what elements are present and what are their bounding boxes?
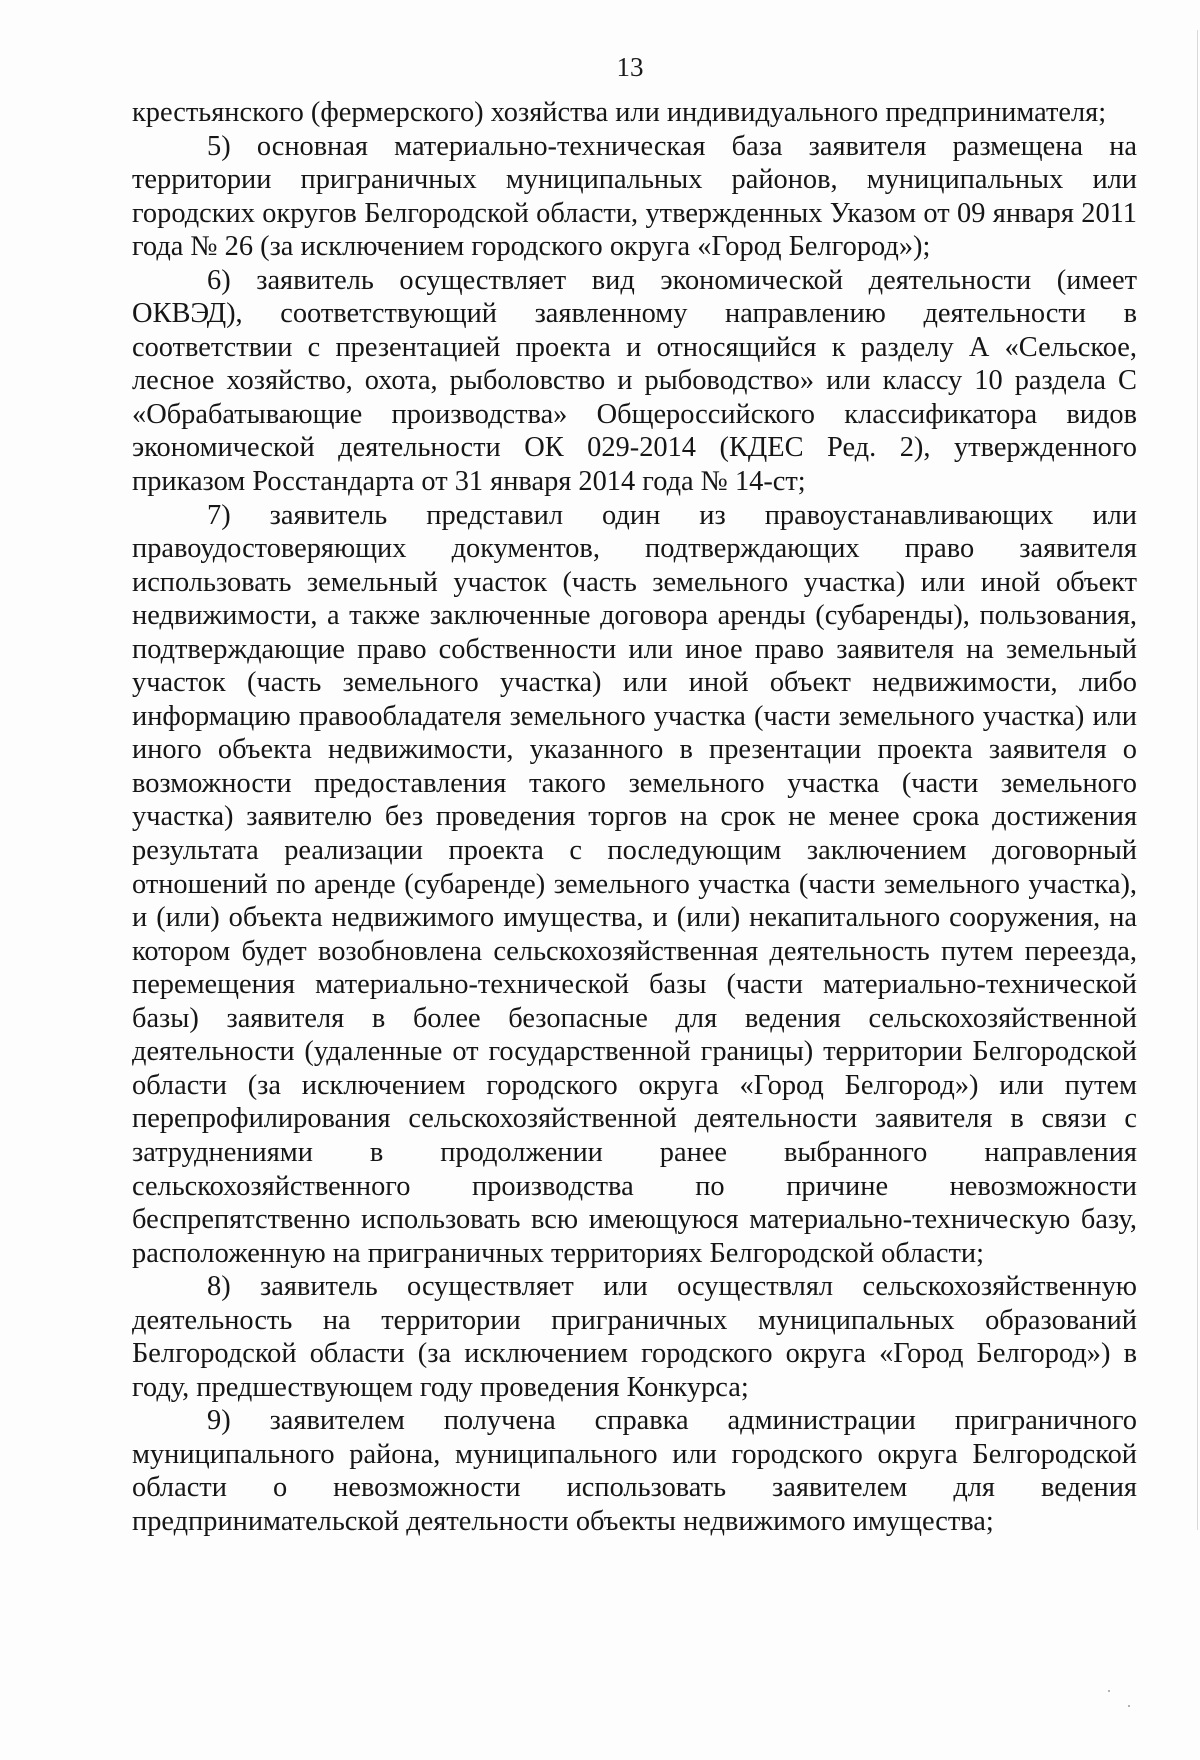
page-number: 13 — [616, 52, 644, 82]
paragraph-item-9: 9) заявителем получена справка администрации приграничного муниципального района, муниципального или городского округа Белгородской области о невозможности использовать заявителем для ведения предпринимательской деятельности объекты недвижимого имущества; — [132, 1405, 1137, 1537]
scan-speck — [1108, 1690, 1110, 1692]
paragraph-continuation: крестьянского (фермерского) хозяйства или индивидуального предпринимателя; — [132, 97, 1107, 128]
scan-speck — [1128, 1705, 1130, 1707]
document-body — [132, 96, 1137, 1539]
paragraph-item-5: 5) основная материально-техническая база заявителя размещена на территории приграничных муниципальных районов, муниципальных или городских округов Белгородской области, утвержденных Указом от 09 января 2011 года № 26 (за исключением городского округа «Город Белгород»); — [132, 130, 1137, 263]
scan-edge-line — [1197, 30, 1198, 1530]
paragraph-item-7: 7) заявитель представил один из правоустанавливающих или правоудостоверяющих документов, подтверждающих право заявителя использовать земельный участок (часть земельного участка) или иной объект недвижимости, а также заключенные договора аренды (субаренды), пользования, подтверждающие право собственности или иное право заявителя на земельный участок (часть земельного участка) или иной объект недвижимости, либо информацию правообладателя земельного участка (части земельного участка) или иного объекта недвижимости, указанного в презентации проекта заявителя о возможности предоставления такого земельного участка (части земельного участка) заявителю без проведения торгов на срок не менее срока достижения результата реализации проекта с последующим заключением договорный отношений по аренде (субаренде) земельного участка (части земельного участка), и (или) объекта недвижимого имущества, и (или) некапитального сооружения, на котором будет возобновлена сельскохозяйственная деятельность путем переезда, перемещения материально-технической базы (части материально-технической базы) заявителя в более безопасные для ведения сельскохозяйственной деятельности (удаленные от государственной границы) территории Белгородской области (за исключением городского округа «Город Белгород») или путем перепрофилирования сельскохозяйственной деятельности заявителя в связи с затруднениями в продолжении ранее выбранного направления сельскохозяйственного производства по причине невозможности беспрепятственно использовать всю имеющуюся материально-техническую базу, расположенную на приграничных территориях Белгородской области; — [132, 499, 1137, 1269]
paragraph-item-6: 6) заявитель осуществляет вид экономической деятельности (имеет ОКВЭД), соответствующий заявленному направлению деятельности в соответствии с презентацией проекта и относящийся к разделу А «Сельское, лесное хозяйство, охота, рыболовство и рыбоводство» или классу 10 раздела С «Обрабатывающие производства» Общероссийского классификатора видов экономической деятельности ОК 029-2014 (КДЕС Ред. 2), утвержденного приказом Росстандарта от 31 января 2014 года № 14-ст; — [132, 264, 1137, 498]
paragraph-item-8: 8) заявитель осуществляет или осуществлял сельскохозяйственную деятельность на территории приграничных муниципальных образований Белгородской области (за исключением городского округа «Город Белгород») в году, предшествующем году проведения Конкурса; — [132, 1271, 1137, 1403]
